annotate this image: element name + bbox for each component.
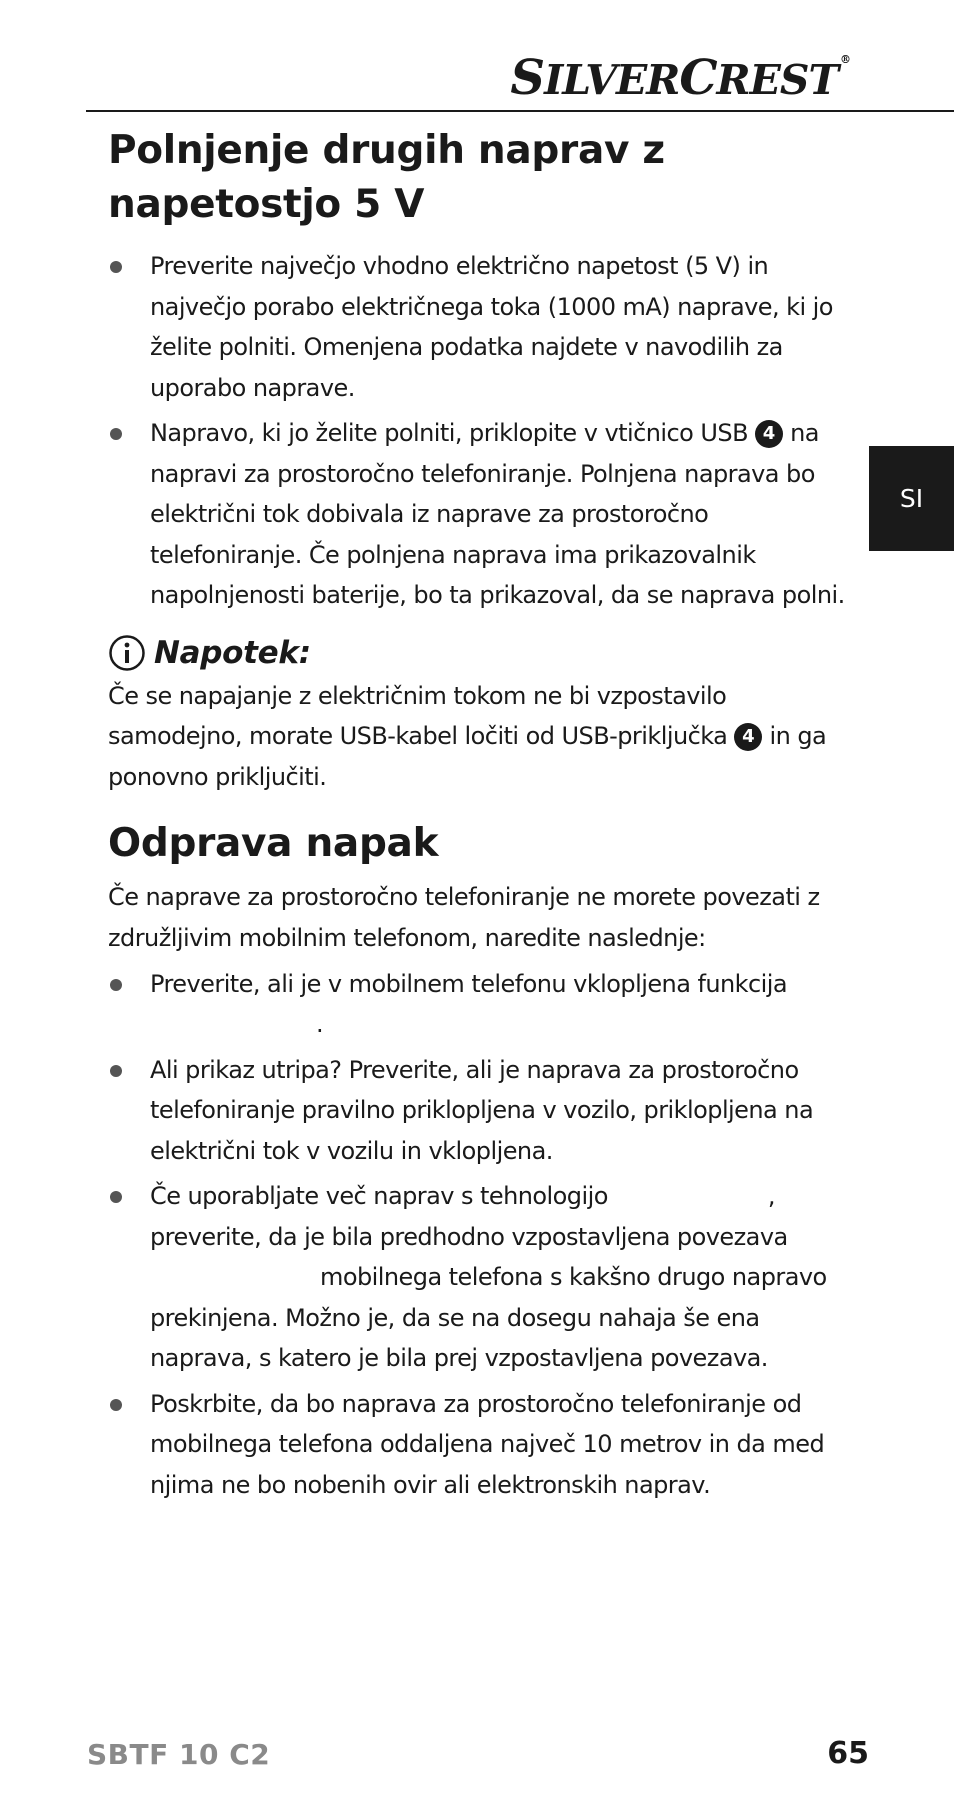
troubleshooting-intro: Če naprave za prostoročno telefoniranje ne morete povezati z združljivim mobilnim telefonom, naredite naslednje: (108, 883, 820, 952)
list-item: Če uporabljate več naprav s tehnologijo , preverite, da je bila predhodno vzpostavljena povezava mobilnega telefona s kakšno drugo napravo prekinjena. Možno je, da se na dosegu nahaja še ena naprava, s katero je bila prej vzpostavljena povezava. (108, 1176, 850, 1379)
troubleshooting-steps (108, 964, 850, 1505)
bullet-icon (110, 1191, 122, 1203)
section-title-troubleshooting: Odprava napak (108, 821, 439, 866)
model-number: SBTF 10 C2 (87, 1738, 271, 1771)
info-icon (108, 634, 146, 672)
bullet-icon (110, 1399, 122, 1411)
bullet-icon (110, 261, 122, 273)
bullet-icon (110, 979, 122, 991)
list-item: Preverite največjo vhodno električno napetost (5 V) in največjo porabo električnega toka (1000 mA) naprave, ki jo želite polniti. Omenjena podatka najdete v navodilih za uporabo naprave. (108, 246, 850, 408)
list-item: Napravo, ki jo želite polniti, priklopite v vtičnico USB 4 na napravi za prostoročno telefoniranje. Polnjena naprava bo električni tok dobivala iz naprave za prostoročno telefoniranje. Če polnjena naprava ima prikazovalnik napolnjenosti baterije, bo ta prikazoval, da se naprava polni. (108, 413, 850, 616)
page-number: 65 (827, 1736, 869, 1771)
note-title: Napotek: (154, 634, 311, 671)
language-tab: SI (869, 446, 954, 551)
note-heading (108, 634, 850, 672)
section-title-charging: Polnjenje drugih naprav z napetostjo 5 V (108, 128, 665, 227)
list-item: Poskrbite, da bo naprava za prostoročno telefoniranje od mobilnega telefona oddaljena največ 10 metrov in da med njima ne bo nobenih ovir ali elektronskih naprav. (108, 1384, 850, 1506)
bullet-icon (110, 428, 122, 440)
list-item: Ali prikaz utripa? Preverite, ali je naprava za prostoročno telefoniranje pravilno priklopljena v vozilo, priklopljena na električni tok v vozilu in vklopljena. (108, 1050, 850, 1172)
list-item: Preverite, ali je v mobilnem telefonu vklopljena funkcija . (108, 964, 850, 1045)
header-rule (86, 110, 954, 112)
bullet-icon (110, 1065, 122, 1077)
page-content (108, 124, 850, 1510)
brand-logo: SILVERCREST ® (510, 50, 850, 106)
charging-steps (108, 246, 850, 616)
note-text: Če se napajanje z električnim tokom ne bi vzpostavilo samodejno, morate USB-kabel ločiti od USB-priključka 4 in ga ponovno priključiti. (108, 681, 827, 791)
reference-number-icon: 4 (734, 723, 762, 751)
reference-number-icon: 4 (755, 420, 783, 448)
